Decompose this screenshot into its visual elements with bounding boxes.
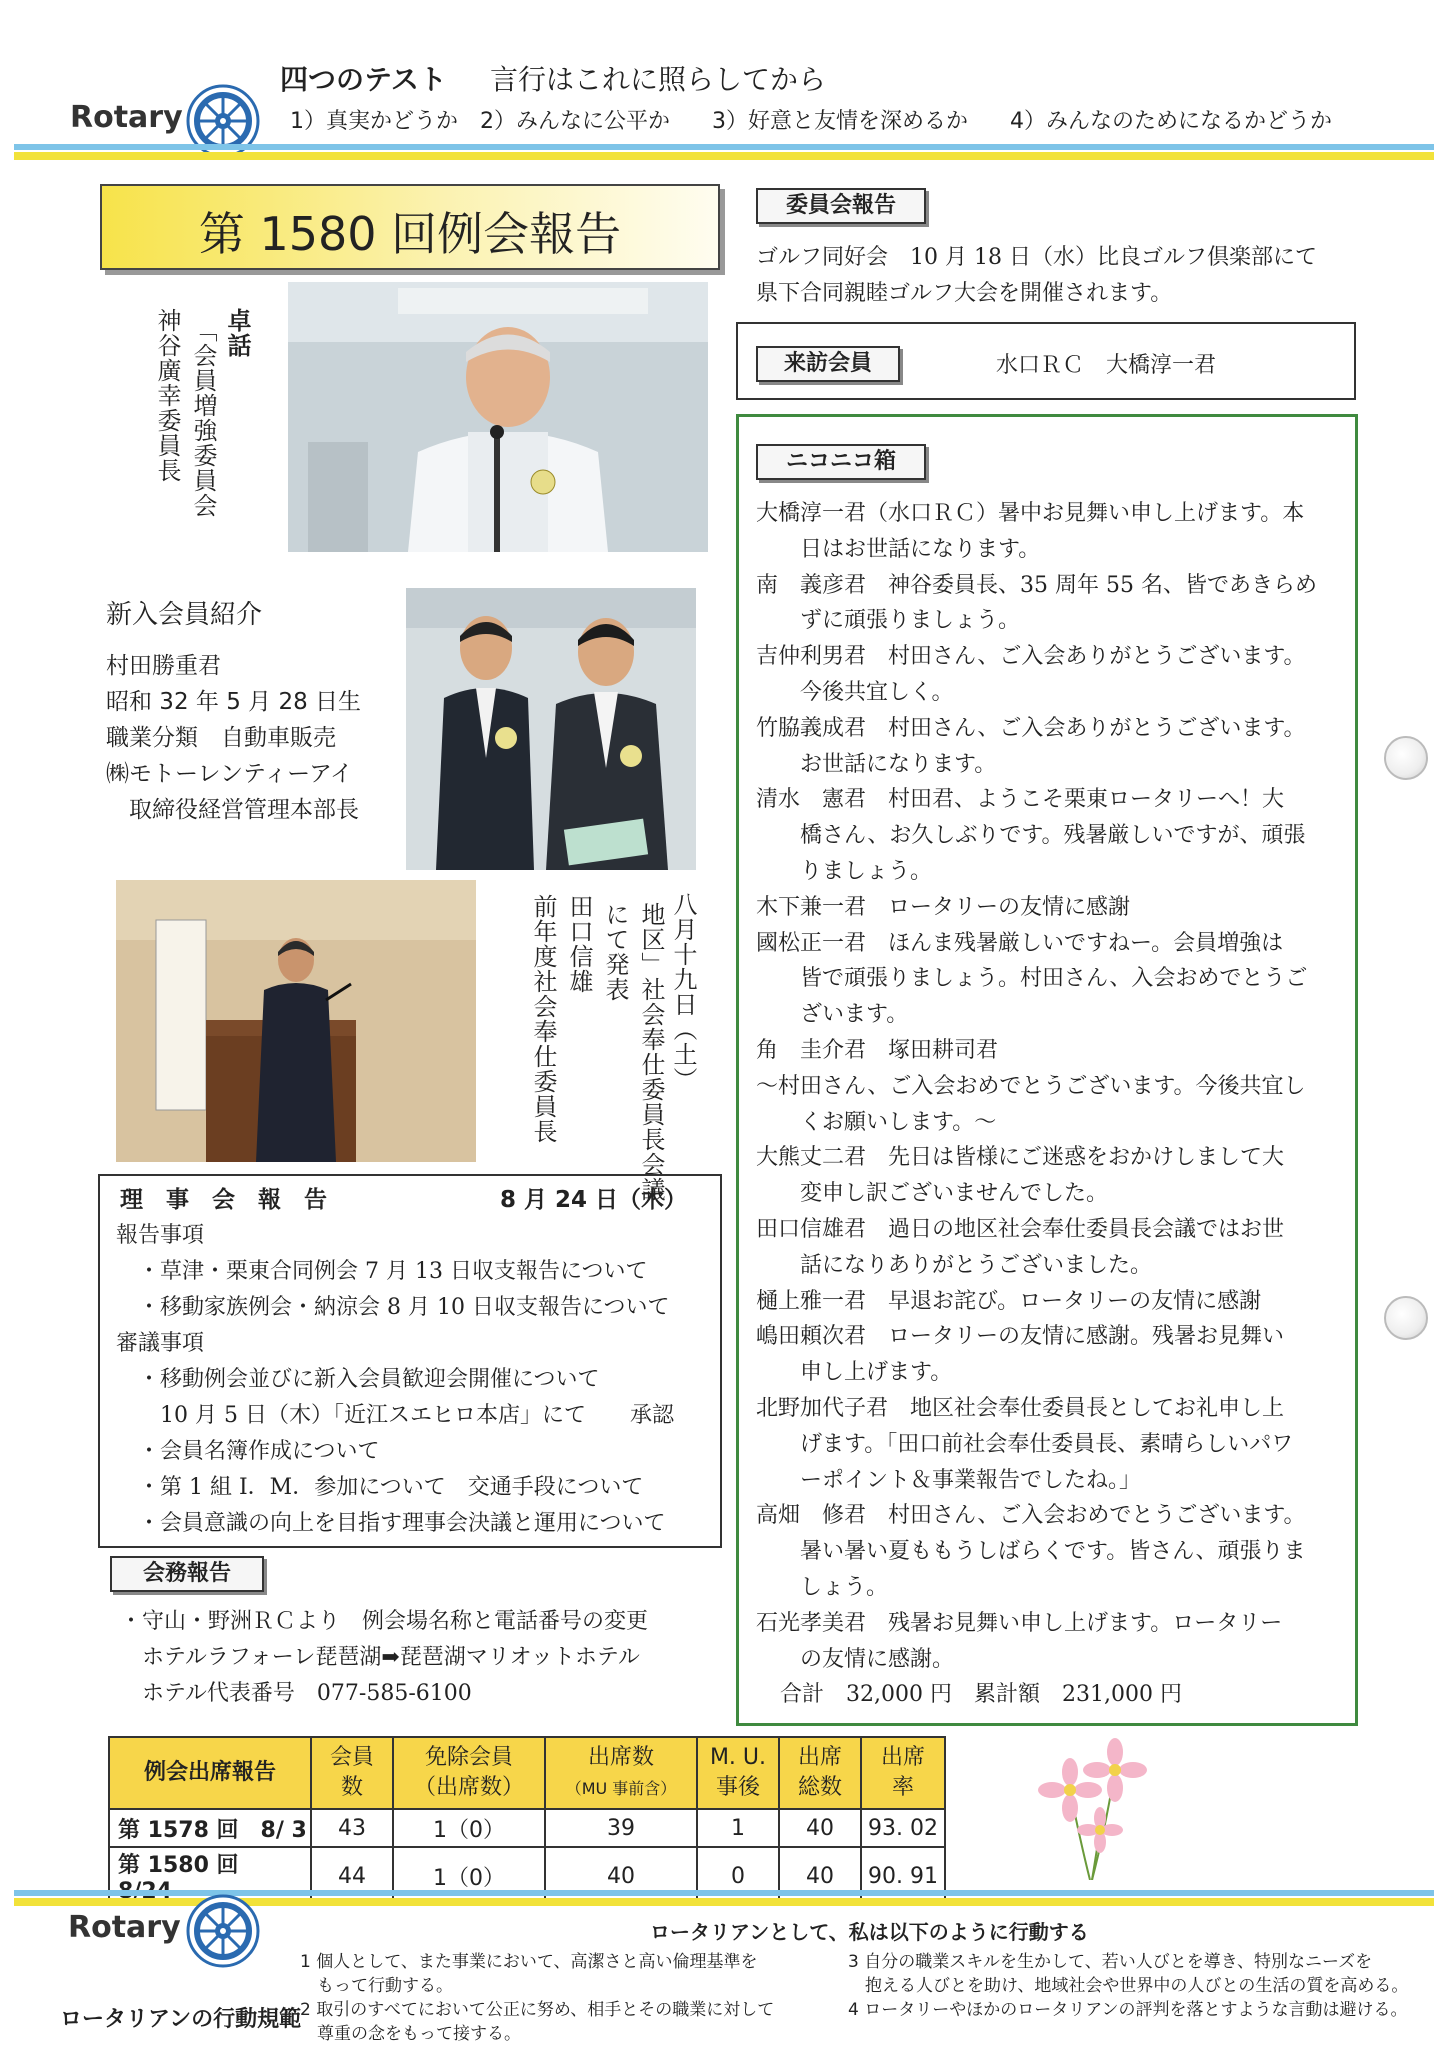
presentation-event: 地区」社会奉仕委員長会議 <box>637 902 665 1202</box>
header-yellow-band <box>14 152 1434 160</box>
nikoniko-line: 田口信雄君 過日の地区社会奉仕委員長会議ではお世 <box>756 1217 1285 1242</box>
nikoniko-line: 吉仲利男君 村田さん、ご入会ありがとうございます。 <box>756 644 1306 670</box>
nikoniko-line: 大熊丈二君 先日は皆様にご迷惑をおかけしまして大 <box>756 1145 1285 1171</box>
nikoniko-label: ニコニコ箱 <box>756 444 926 480</box>
nikoniko-line: 竹脇義成君 村田さん、ご入会ありがとうございます。 <box>756 715 1306 741</box>
speech-topic: 「会員増強委員会 <box>189 318 217 518</box>
committee-label: 委員会報告 <box>756 188 926 224</box>
board-report-line: ・草津・栗東合同例会 7 月 13 日収支報告について <box>138 1259 648 1284</box>
attendance-cell: 1 <box>697 1809 779 1847</box>
punch-hole <box>1384 736 1428 780</box>
nikoniko-line: りましょう。 <box>756 859 933 884</box>
nikoniko-line: 角 圭介君 塚田耕司君 <box>756 1038 999 1063</box>
nikoniko-line: ーポイント＆事業報告でしたね。」 <box>756 1467 1142 1493</box>
attendance-cell: 40 <box>779 1847 861 1905</box>
cosmos-flower-icon <box>1030 1730 1150 1880</box>
presentation-role: 前年度社会奉仕委員長 <box>529 894 557 1144</box>
attendance-header: 会員 数 <box>311 1737 393 1809</box>
presentation-photo <box>116 880 476 1162</box>
header-blue-band <box>14 144 1434 150</box>
visitor-text: 水口ＲＣ 大橋淳一君 <box>996 353 1217 378</box>
attendance-cell: 1（0） <box>393 1809 545 1847</box>
attendance-cell: 90. 91 <box>861 1847 945 1905</box>
rotary-logo-text: Rotary <box>70 100 183 135</box>
attendance-cell: 0 <box>697 1847 779 1905</box>
committee-line: 県下合同親睦ゴルフ大会を開催されます。 <box>756 281 1173 306</box>
new-member-photo <box>406 588 696 870</box>
attendance-cell: 第 1578 回 8/ 3 <box>109 1809 311 1847</box>
four-way-test-item: 1）真実かどうか <box>290 109 458 134</box>
four-way-test-item: 4）みんなのためになるかどうか <box>1010 109 1332 134</box>
committee-line: ゴルフ同好会 10 月 18 日（水）比良ゴルフ倶楽部にて <box>756 245 1317 270</box>
new-member-heading: 新入会員紹介 <box>106 600 263 630</box>
affairs-label: 会務報告 <box>110 1556 264 1592</box>
footer-rotary-text: Rotary <box>68 1910 181 1945</box>
board-report-line: 10 月 5 日（木）「近江スエヒロ本店」にて 承認 <box>138 1403 674 1428</box>
nikoniko-line: しょう。 <box>756 1575 889 1600</box>
new-member-line: 昭和 32 年 5 月 28 日生 <box>106 689 362 715</box>
board-report-line: ・会員意識の向上を目指す理事会決議と運用について <box>138 1511 666 1536</box>
nikoniko-line: 南 義彦君 神谷委員長、35 周年 55 名、皆であきらめ <box>756 572 1317 598</box>
footer-code-title: ロータリアンの行動規範 <box>60 2007 302 2032</box>
four-way-test-subtitle: 言行はこれに照らしてから <box>490 63 827 96</box>
attendance-cell: 93. 02 <box>861 1809 945 1847</box>
board-report-title: 理 事 会 報 告 <box>120 1187 327 1213</box>
nikoniko-line: 國松正一君 ほんま残暑厳しいですねー。会員増強は <box>756 930 1284 956</box>
punch-hole <box>1384 1296 1428 1340</box>
affairs-line: ホテルラフォーレ琵琶湖➡琵琶湖マリオットホテル <box>120 1645 640 1670</box>
nikoniko-line: ざいます。 <box>756 1002 909 1028</box>
nikoniko-line: 石光孝美君 残暑お見舞い申し上げます。ロータリー <box>756 1610 1283 1636</box>
board-report-line: ・移動例会並びに新入会員歓迎会開催について <box>138 1367 600 1392</box>
attendance-cell: 40 <box>779 1809 861 1847</box>
attendance-row <box>109 1809 945 1847</box>
four-way-test-title: 四つのテスト <box>280 63 447 96</box>
speech-speaker: 神谷廣幸委員長 <box>153 308 181 483</box>
new-member-name: 村田勝重君 <box>106 653 221 679</box>
attendance-header: 出席 総数 <box>779 1737 861 1809</box>
four-way-test-item: 2）みんなに公平か <box>480 109 670 134</box>
nikoniko-line: 申し上げます。 <box>756 1360 953 1386</box>
nikoniko-line: の友情に感謝。 <box>756 1646 955 1672</box>
meeting-title: 第 1580 回例会報告 <box>198 207 622 261</box>
board-report-line: ・移動家族例会・納涼会 8 月 10 日収支報告について <box>138 1295 670 1320</box>
nikoniko-line: 日はお世話になります。 <box>756 536 1041 562</box>
nikoniko-line: 北野加代子君 地区社会奉仕委員長としてお礼申し上 <box>756 1396 1285 1421</box>
board-report-line: 審議事項 <box>116 1331 205 1356</box>
nikoniko-line: 嶋田頼次君 ロータリーの友情に感謝。残暑お見舞い <box>756 1324 1285 1350</box>
nikoniko-line: 皆で頑張りましょう。村田さん、入会おめでとうご <box>756 966 1308 992</box>
board-report-date: 8 月 24 日（木） <box>500 1187 688 1213</box>
attendance-table <box>108 1736 946 1906</box>
nikoniko-line: 話になりありがとうございました。 <box>756 1252 1153 1278</box>
nikoniko-line: 〜村田さん、ご入会おめでとうございます。今後共宜し <box>756 1073 1306 1099</box>
affairs-line: ・守山・野洲ＲＣより 例会場名称と電話番号の変更 <box>120 1609 649 1634</box>
nikoniko-line: ずに頑張りましょう。 <box>756 608 1021 634</box>
meeting-title-box <box>100 184 720 270</box>
board-report-line: ・会員名簿作成について <box>138 1439 380 1464</box>
speech-label: 卓話 <box>223 308 251 358</box>
nikoniko-line: 暑い暑い夏ももうしばらくです。皆さん、頑張りま <box>756 1539 1306 1565</box>
attendance-cell: 43 <box>311 1809 393 1847</box>
nikoniko-line: 大橋淳一君（水口ＲＣ）暑中お見舞い申し上げます。本 <box>756 501 1305 526</box>
board-report-line: 報告事項 <box>116 1223 205 1248</box>
nikoniko-line: 清水 憲君 村田君、ようこそ栗東ロータリーへ！大 <box>756 787 1285 813</box>
attendance-header: 免除会員 （出席数） <box>393 1737 545 1809</box>
nikoniko-line: くお願いします。〜 <box>756 1109 997 1135</box>
nikoniko-line: げます。「田口前社会奉仕委員長、素晴らしいパワ <box>756 1431 1294 1457</box>
four-way-test-item: 3）好意と友情を深めるか <box>712 109 968 134</box>
footer-rotary-wheel-icon <box>186 1894 260 1968</box>
attendance-header: 出席数 （MU 事前含） <box>545 1737 697 1809</box>
attendance-cell: 39 <box>545 1809 697 1847</box>
attendance-cell: 1（0） <box>393 1847 545 1905</box>
presentation-name: 田口信雄 <box>565 894 593 994</box>
attendance-header: 出席 率 <box>861 1737 945 1809</box>
new-member-line: 取締役経営管理本部長 <box>106 797 359 823</box>
presentation-date: 八月十九日（土） <box>669 892 697 1092</box>
speaker-photo <box>288 282 708 552</box>
presentation-event-2: にて発表 <box>601 902 629 1002</box>
affairs-line: ホテル代表番号 077-585-6100 <box>120 1681 472 1706</box>
new-member-line: 職業分類 自動車販売 <box>106 725 336 751</box>
attendance-cell: 44 <box>311 1847 393 1905</box>
nikoniko-list <box>736 496 1352 1706</box>
nikoniko-line: 今後共宜しく。 <box>756 680 954 705</box>
attendance-label: 例会出席報告 <box>109 1737 311 1809</box>
footer-rule-right: 3 自分の職業スキルを生かして、若い人びとを導き、特別なニーズを 抱える人びとを助け、地域社会や世界中の人びとの生活の質を高める。 4 ロータリーやほかのロータリアンの評判を落とすような言動は避ける。 <box>848 1952 1409 2020</box>
footer-rule-left: 1 個人として、また事業において、高潔さと高い倫理基準を もって行動する。 2 取引のすべてにおいて公正に努め、相手とその職業に対して 尊重の念をもって接する。 <box>300 1952 775 2044</box>
nikoniko-line: 高畑 修君 村田さん、ご入会おめでとうございます。 <box>756 1503 1306 1529</box>
attendance-header: M. U. 事後 <box>697 1737 779 1809</box>
board-report-line: ・第 1 組 I．M．参加について 交通手段について <box>138 1475 644 1500</box>
attendance-header-row <box>109 1737 945 1809</box>
nikoniko-line: 変申し訳ございませんでした。 <box>756 1181 1109 1207</box>
new-member-line: ㈱モトーレンティーアイ <box>106 761 353 787</box>
visitor-label: 来訪会員 <box>756 346 900 382</box>
nikoniko-line: 樋上雅一君 早退お詫び。ロータリーの友情に感謝 <box>756 1288 1262 1314</box>
nikoniko-line: 橋さん、お久しぶりです。残暑厳しいですが、頑張 <box>756 823 1306 849</box>
nikoniko-line: お世話になります。 <box>756 751 997 777</box>
attendance-cell: 40 <box>545 1847 697 1905</box>
footer-heading: ロータリアンとして、私は以下のように行動する <box>650 1920 1089 1944</box>
nikoniko-line: 木下兼一君 ロータリーの友情に感謝 <box>756 894 1131 920</box>
attendance-cell: 第 1580 回 <box>109 1847 311 1905</box>
nikoniko-total: 合計 32,000 円 累計額 231,000 円 <box>780 1682 1182 1708</box>
